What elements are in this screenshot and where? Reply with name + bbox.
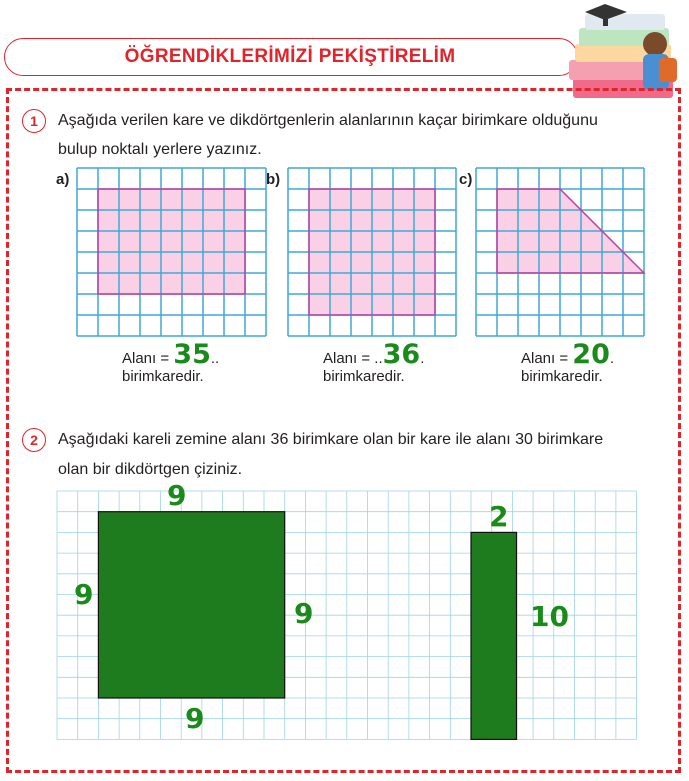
rectangle-a-shape (98, 189, 245, 294)
part-b-answer: 36 (382, 339, 421, 370)
part-b-suffix: birimkaredir. (323, 368, 405, 385)
question-1-text-line-2: bulup noktalı yerlere yazınız. (58, 141, 262, 158)
part-a-answer: 35 (173, 339, 211, 370)
part-b-area-prefix: Alanı = .. (323, 350, 383, 367)
part-c-dots: . (609, 350, 615, 367)
rect-right-label: 10 (530, 600, 569, 633)
square-right-label: 9 (294, 597, 314, 630)
part-c-answer: 20 (572, 339, 610, 370)
question-2-text-line-1: Aşağıdaki kareli zemine alanı 36 birimkare olan bir kare ile alanı 30 birimkare (58, 431, 604, 448)
part-a-suffix: birimkaredir. (122, 368, 204, 385)
drawn-rectangle (471, 532, 517, 739)
part-c-label: c) (459, 171, 473, 188)
grid-b (288, 168, 458, 337)
part-c-suffix: birimkaredir. (521, 368, 603, 385)
square-left-label: 9 (74, 578, 94, 611)
rect-top-label: 2 (489, 500, 509, 533)
square-top-label: 9 (167, 479, 187, 512)
part-a-area-prefix: Alanı = (122, 350, 174, 367)
question-1-number: 1 (22, 109, 46, 133)
question-1-text-line-1: Aşağıda verilen kare ve dikdörtgenlerin alanlarının kaçar birimkare olduğunu (58, 112, 598, 129)
part-a-area-line (122, 339, 220, 370)
part-a-dots: .. (210, 350, 220, 367)
part-b-label: b) (266, 171, 281, 188)
question-2-text-line-2: olan bir dikdörtgen çiziniz. (58, 461, 243, 478)
square-bottom-label: 9 (185, 702, 205, 735)
part-b-dots: . (420, 350, 425, 367)
question-2-number: 2 (22, 428, 46, 452)
part-a-label: a) (56, 171, 70, 188)
part-c-area-line (521, 339, 615, 370)
drawn-square (98, 512, 284, 698)
page-title: ÖĞRENDİKLERİMİZİ PEKİŞTİRELİM (124, 46, 456, 67)
grid-a (77, 168, 267, 337)
part-b-area-line (323, 339, 425, 370)
grid-c (476, 168, 645, 337)
part-c-area-prefix: Alanı = (521, 350, 573, 367)
